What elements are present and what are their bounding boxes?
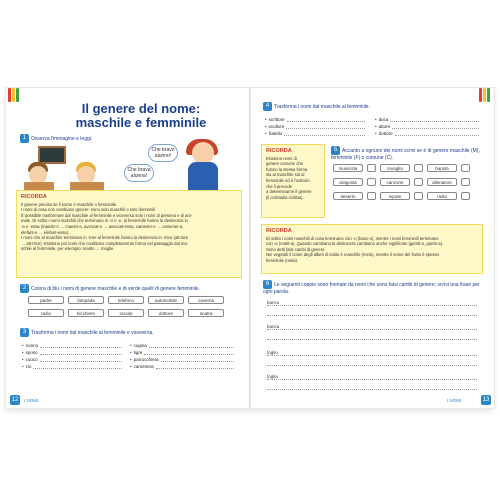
- book-spine: [249, 88, 251, 408]
- sentence-line[interactable]: [267, 334, 477, 340]
- grid-word: musicista: [333, 164, 363, 172]
- answer-box[interactable]: [461, 178, 470, 186]
- pencils-decoration: [479, 88, 493, 104]
- word-box[interactable]: automobile: [148, 296, 184, 304]
- sentence-line-banca[interactable]: banca: [267, 324, 477, 330]
- word-box[interactable]: caverna: [188, 296, 224, 304]
- speech-bubble-1: Che bravo alunno!: [148, 144, 178, 162]
- answer-line[interactable]: [390, 117, 479, 122]
- exercise-4: 4 Trasforma i nomi dal maschile al femminile.: [263, 102, 370, 111]
- word-box[interactable]: padre: [28, 296, 64, 304]
- grid-word: barista: [427, 164, 457, 172]
- answer-line[interactable]: [392, 124, 479, 129]
- sentence-line-foglia[interactable]: foglia: [267, 374, 477, 380]
- ricorda-box-2: RICORDA Esistono nomi di genere comune che hanno la stessa forma sia al maschile sia al femminile ed è l'articolo che li precede a determinarne il genere (il ciclista/la ciclista).: [261, 144, 325, 218]
- answer-line[interactable]: [40, 343, 122, 348]
- answer-line[interactable]: [286, 124, 365, 129]
- answer-line[interactable]: [287, 117, 365, 122]
- grid-word: deserto: [333, 192, 363, 200]
- transform-list-1: • nonno • sposo • cuoco • zio: [22, 342, 122, 370]
- answer-box[interactable]: [414, 164, 423, 172]
- word-row-1: [28, 296, 224, 304]
- word-box[interactable]: anatra: [188, 309, 224, 317]
- answer-box[interactable]: [414, 178, 423, 186]
- grid-word: nipote: [380, 192, 410, 200]
- transform-list-3: • scrittore • scultore • fratello: [265, 116, 365, 137]
- answer-line[interactable]: [33, 364, 122, 369]
- answer-box[interactable]: [367, 164, 376, 172]
- ricorda-box-1: RICORDA Il genere precisa se il nome è maschile o femminile. I nomi di cosa non cambiano genere: sono solo maschili o solo femminili. È possibile trasformare dal maschile al femminile e viceversa solo i nomi di persona e di ani- male. Di solito i nomi maschili che terminano in -o o -e, al femminile hanno la desinenza in -a o -essa (maestr-o → maestr-a, avvocat-o → avvocat-essa, camerier-e → camerier-a, elefant-e → elefant-essa). I nomi che al maschile terminano in -tore al femminile hanno la desinenza in -trice (att-tore → att-trice). Esistono poi nomi che cambiano completamente forma nel passaggio dal ma- schile al femminile, per esempio: marito → moglie.: [16, 190, 242, 278]
- speech-bubble-2: Che brava alunna!: [124, 164, 154, 182]
- answer-line[interactable]: [284, 131, 365, 136]
- answer-line[interactable]: [161, 357, 234, 362]
- sentence-line[interactable]: [267, 384, 477, 390]
- page-title: Il genere del nome: maschile e femminile: [75, 101, 207, 130]
- answer-line[interactable]: [40, 350, 122, 355]
- word-box[interactable]: scuola: [108, 309, 144, 317]
- sentence-line[interactable]: [267, 310, 477, 316]
- word-box[interactable]: dottore: [148, 309, 184, 317]
- classroom-illustration: [24, 142, 234, 190]
- pencils-decoration: [8, 88, 22, 104]
- gender-grid: [333, 164, 483, 200]
- answer-line[interactable]: [395, 131, 479, 136]
- exercise-5: 5 Accanto a ognuno dei nomi scrivi se è di genere maschile (M), femminile (F) o comune (C).: [331, 147, 480, 161]
- section-label: I NOMI: [447, 398, 462, 403]
- answer-box[interactable]: [367, 192, 376, 200]
- answer-line[interactable]: [149, 343, 234, 348]
- word-box[interactable]: lampada: [68, 296, 104, 304]
- grid-word: canzone: [380, 178, 410, 186]
- transform-list-4: • duca • attore • dottore: [375, 116, 479, 137]
- grid-word: tovaglia: [380, 164, 410, 172]
- word-row-2: [28, 309, 224, 317]
- sentence-line[interactable]: [267, 360, 477, 366]
- word-box[interactable]: telefono: [108, 296, 144, 304]
- grid-word: radio: [427, 192, 457, 200]
- grid-word: aragosta: [333, 178, 363, 186]
- sentence-line-banco[interactable]: banco: [267, 300, 477, 306]
- transform-list-2: • cugina • tigre • parrucchiera • cameriera: [130, 342, 234, 370]
- ricorda-box-3: RICORDA Di solito i nomi maschili di cosa terminano con -o (banc-o), mentre i nomi femminili terminano con -a (matit-a). Quando cambiano la desinenza cambiano anche significato (gamb-o, gamb-a). Sono detti falsi cambi di genere. Nei vegetali il nome degli alberi di solito è maschile (melo), mentre il nome del frutto è spesso femminile (mela).: [261, 224, 483, 274]
- exercise-2: 2 Colora di blu i nomi di genere maschile e di verde quelli di genere femminile.: [20, 284, 200, 293]
- answer-line[interactable]: [144, 350, 234, 355]
- teacher-figure: [192, 142, 214, 164]
- open-book: [6, 88, 494, 408]
- exercise-6: 6 Le seguenti coppie sono formate da nomi che sono falsi cambi di genere; scrivi una frase per ogni parola.: [263, 281, 480, 295]
- exercise-1: 1 Osserva l'immagine e leggi.: [20, 134, 92, 143]
- answer-line[interactable]: [156, 364, 234, 369]
- section-label: I NOMI: [24, 398, 39, 403]
- answer-box[interactable]: [461, 192, 470, 200]
- page-number: 12: [11, 397, 19, 403]
- left-page: [6, 88, 250, 408]
- grid-word: allenatore: [427, 178, 457, 186]
- answer-box[interactable]: [367, 178, 376, 186]
- blackboard: [38, 146, 66, 164]
- answer-box[interactable]: [414, 192, 423, 200]
- exercise-3: 3 Trasforma i nomi dal maschile al femminile e viceversa.: [20, 328, 154, 337]
- right-page: [250, 88, 494, 408]
- sentence-line-foglio[interactable]: foglio: [267, 350, 477, 356]
- word-box[interactable]: bicchiere: [68, 309, 104, 317]
- answer-box[interactable]: [461, 164, 470, 172]
- word-box[interactable]: radio: [28, 309, 64, 317]
- page-number: 13: [482, 397, 490, 403]
- answer-line[interactable]: [40, 357, 122, 362]
